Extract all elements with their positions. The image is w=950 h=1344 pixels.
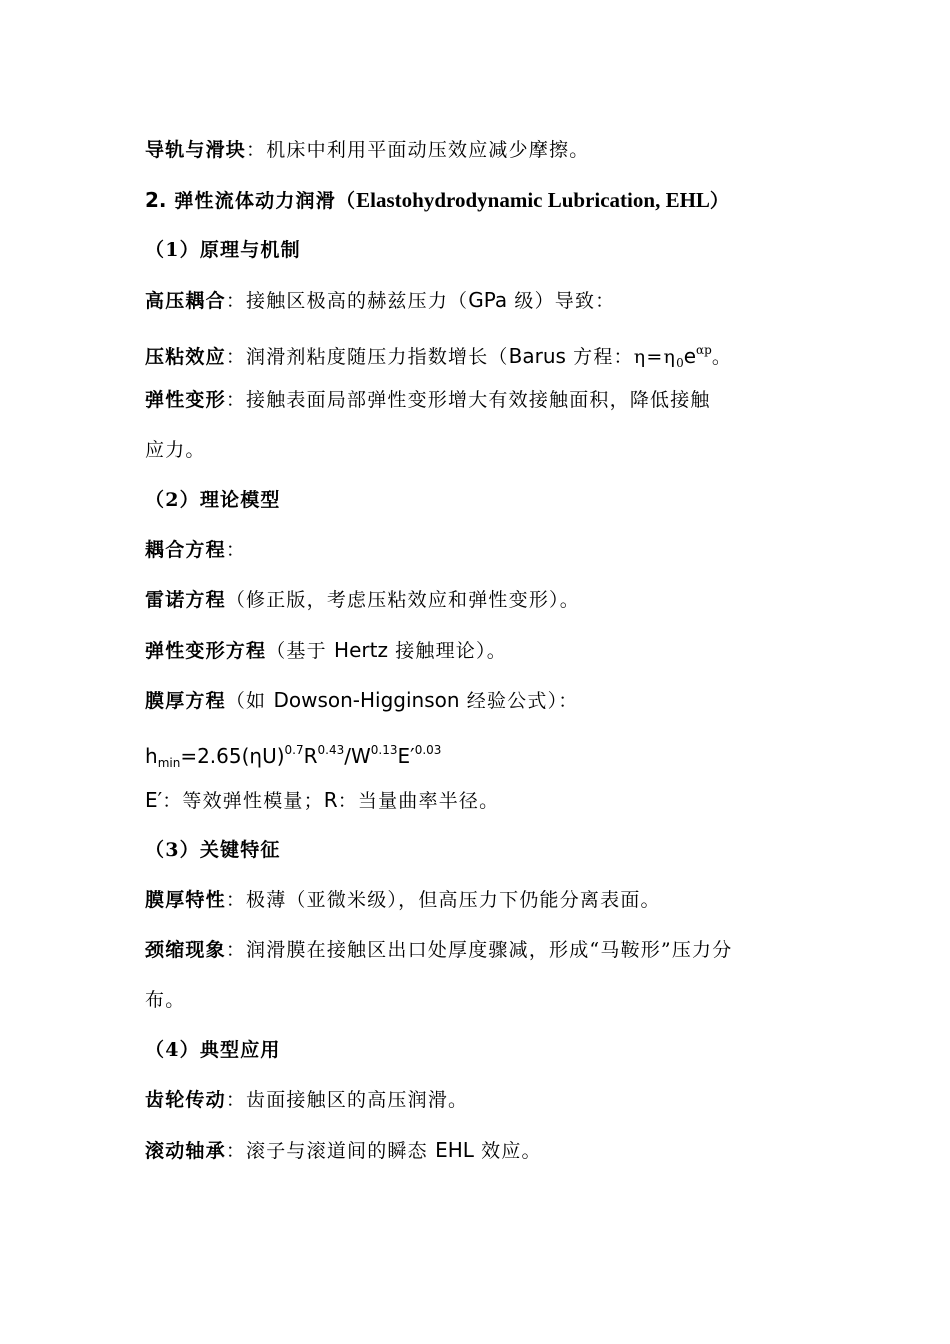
paragraph-coupled-equations [145,538,825,562]
symbol: R [323,788,338,812]
paragraph-text: （基于 [266,640,335,662]
term: 滚动轴承 [145,1140,226,1162]
paragraph-text: ：当量曲率半径。 [337,790,500,812]
paragraph-text: 方程：η=η [565,346,677,368]
term: 压粘效应 [145,346,226,368]
paragraph-continuation: 应力。 [145,439,206,461]
paragraph-text: ： [225,539,247,561]
symbol: E′ [145,788,163,812]
formula-part: /W [344,744,371,768]
superscript: αp [696,343,712,357]
term: 雷诺方程 [145,589,226,611]
term: 耦合方程 [145,539,226,561]
paragraph-text: （如 [225,690,274,712]
paragraph-text: ：机床中利用平面动压效应减少摩擦。 [246,139,590,161]
hertz-name: Hertz [334,638,388,662]
barus-name: Barus [508,344,566,368]
paragraph-text: 经验公式）： [459,690,579,712]
paragraph-text: ：接触表面局部弹性变形增大有效接触面积，降低接触 [225,389,711,411]
paragraph-elastic-equation [145,638,825,663]
section-heading-ehl [145,188,825,213]
paragraph-gears [145,1088,825,1112]
ehl-abbrev: EHL [435,1138,474,1162]
paragraph-text: （修正版，考虑压粘效应和弹性变形）。 [225,589,580,611]
paragraph-text: ：极薄（亚微米级），但高压力下仍能分离表面。 [225,889,661,911]
paragraph-text: ：接触区极高的赫兹压力（ [225,290,469,312]
paragraph-text: ：齿面接触区的高压润滑。 [225,1089,469,1111]
paragraph-text: 接触理论）。 [387,640,507,662]
exp-base: e [683,344,697,368]
paragraph-reynolds [145,588,825,612]
term: 齿轮传动 [145,1089,226,1111]
subscript: 0 [676,356,684,370]
paragraph-text: ：润滑膜在接触区出口处厚度骤减，形成“马鞍形”压力分 [225,939,733,961]
paragraph-continuation: 布。 [145,989,186,1011]
paragraph-text: 。 [711,346,733,368]
superscript: 0.7 [284,743,304,757]
formula-part: E′ [397,744,415,768]
unit-gpa: GPa [468,288,508,312]
paragraph-guide-rail [145,138,825,162]
subheading-principle: （1）原理与机制 [145,239,301,261]
paragraph-text: ：滚子与滚道间的瞬态 [225,1140,436,1162]
paragraph-text: 级）导致： [507,290,616,312]
term: 膜厚方程 [145,690,226,712]
paragraph-high-pressure [145,288,825,313]
term: 颈缩现象 [145,939,226,961]
dowson-higginson-name: Dowson-Higginson [273,688,460,712]
superscript: 0.13 [370,743,398,757]
paragraph-bearings [145,1138,825,1163]
subheading-theory: （2）理论模型 [145,489,281,511]
term: 膜厚特性 [145,889,226,911]
term: 弹性变形 [145,389,226,411]
term: 弹性变形方程 [145,640,267,662]
subscript: min [157,756,181,770]
subheading-features: （3）关键特征 [145,839,281,861]
term: 导轨与滑块 [145,139,247,161]
paragraph-text: ：润滑剂粘度随压力指数增长（ [225,346,509,368]
formula-part: R [303,744,318,768]
section-title-cn: 弹性流体动力润滑（ [174,190,357,212]
paragraph-necking [145,938,825,962]
section-number: 2. [145,188,167,212]
paragraph-elastic-deformation [145,388,825,412]
film-thickness-formula [145,738,825,775]
formula-part: h [145,744,158,768]
paragraph-film-feature [145,888,825,912]
term: 高压耦合 [145,290,226,312]
formula-part: =2.65(ηU) [180,744,285,768]
subheading-applications: （4）典型应用 [145,1039,281,1061]
paragraph-text: ：等效弹性模量； [162,790,324,812]
paragraph-definitions [145,788,825,813]
section-title-en: Elastohydrodynamic Lubrication, EHL [356,188,710,212]
paragraph-film-thickness [145,688,825,713]
paragraph-piezoviscous [145,338,825,375]
superscript: 0.43 [317,743,345,757]
superscript: 0.03 [414,743,442,757]
paragraph-text: 效应。 [473,1140,542,1162]
section-title-close: ） [709,190,731,212]
